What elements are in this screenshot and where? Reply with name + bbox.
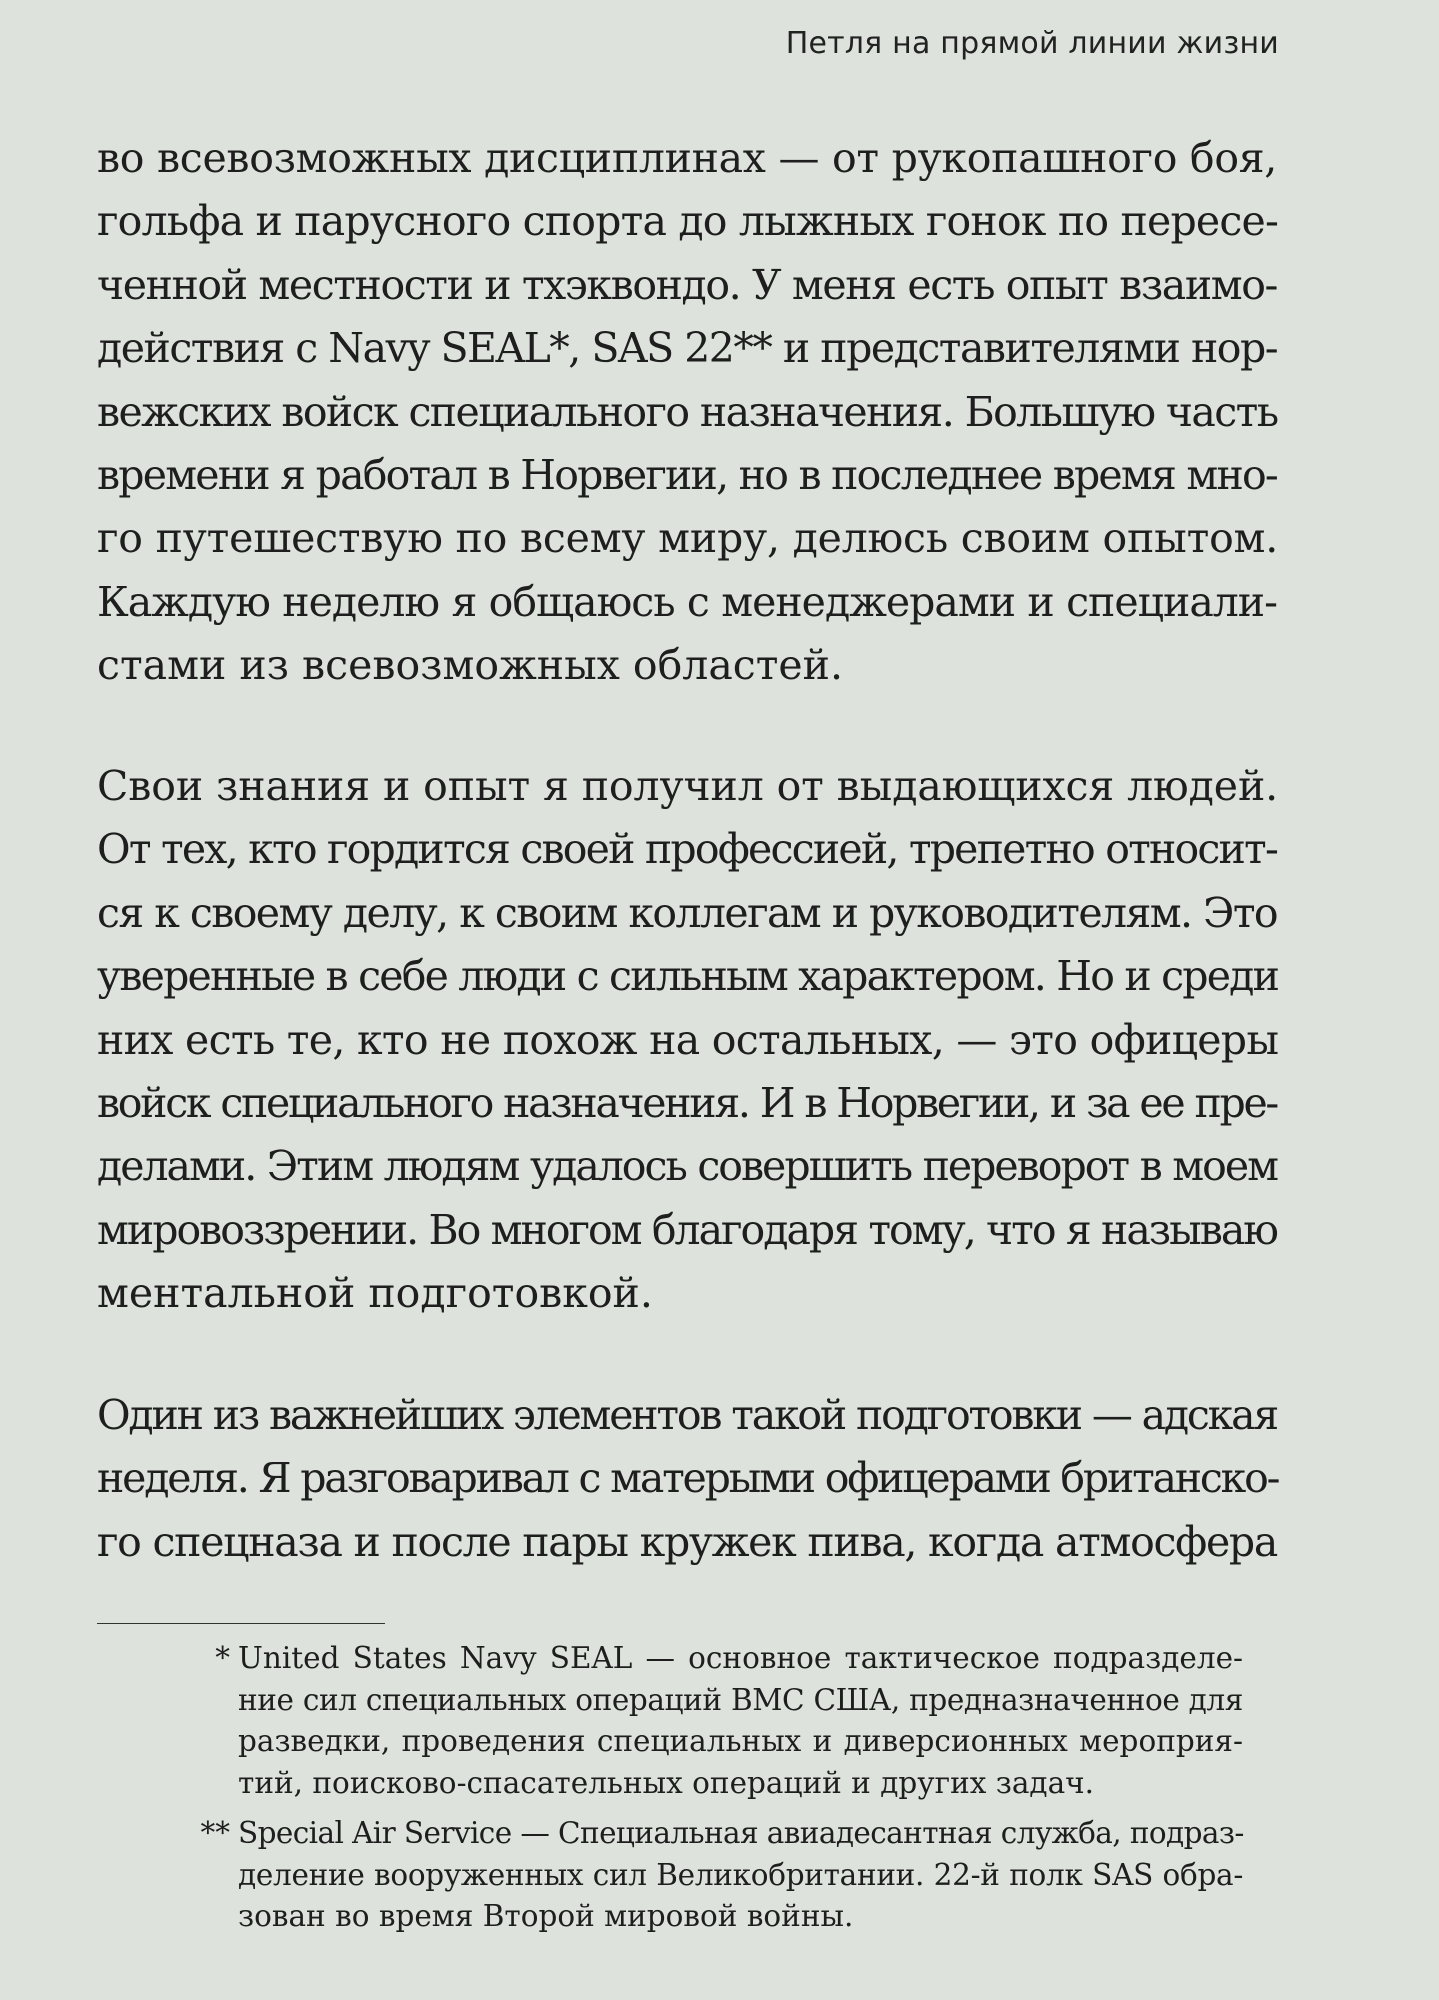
- text-line: вежских войск специального назначения. Большую часть: [97, 387, 1278, 436]
- text-line: Один из важнейших элементов такой подготовки — адская: [97, 1391, 1277, 1439]
- footnote-marker: *: [215, 1641, 230, 1675]
- footnote-text: [238, 1813, 1243, 1938]
- footnote-line: зован во время Второй мировой войны.: [238, 1899, 854, 1933]
- paragraph-3: [97, 1384, 1277, 1574]
- text-line: Каждую неделю я общаюсь с менеджерами и специали-: [97, 577, 1277, 626]
- footnote-line: тий, поисково-спасательных операций и других задач.: [238, 1765, 1095, 1800]
- text-line: во всевозможных дисциплинах — от рукопашного боя,: [97, 134, 1277, 182]
- footnote-line: ние сил специальных операций ВМС США, предназначенное для: [238, 1682, 1243, 1717]
- paragraph-1: [97, 127, 1277, 698]
- text-line: го спецназа и после пары кружек пива, когда атмосфера: [97, 1517, 1277, 1566]
- footnote-text: [238, 1638, 1243, 1804]
- text-line: войск специального назначения. И в Норвегии, и за ее пре-: [97, 1078, 1277, 1127]
- text-line: мировоззрении. Во многом благодаря тому, что я называю: [97, 1205, 1277, 1254]
- text-line: ментальной подготовкой.: [97, 1269, 653, 1318]
- text-line: От тех, кто гордится своей профессией, трепетно относит-: [97, 825, 1277, 874]
- footnote-marker: **: [200, 1816, 230, 1850]
- text-line: действия с Navy SEAL*, SAS 22** и представителями нор-: [97, 324, 1278, 373]
- text-line: уверенные в себе люди с сильным характером. Но и среди: [97, 952, 1279, 1001]
- text-line: них есть те, кто не похож на остальных, — это офицеры: [97, 1015, 1279, 1064]
- paragraph-2: [97, 755, 1277, 1326]
- text-line: Свои знания и опыт я получил от выдающихся людей.: [97, 762, 1279, 810]
- text-line: стами из всевозможных областей.: [97, 641, 844, 690]
- text-line: ченной местности и тхэквондо. У меня есть опыт взаимо-: [97, 260, 1277, 309]
- footnote-line: деление вооруженных сил Великобритании. 22-й полк SAS обра-: [238, 1857, 1243, 1892]
- footnotes: [97, 1638, 1277, 1947]
- running-header: Петля на прямой линии жизни: [785, 26, 1279, 61]
- footnote-2: [97, 1813, 1277, 1938]
- text-line: го путешествую по всему миру, делюсь своим опытом.: [97, 514, 1279, 563]
- text-line: ся к своему делу, к своим коллегам и руководителям. Это: [97, 888, 1277, 937]
- text-line: времени я работал в Норвегии, но в последнее время мно-: [97, 450, 1277, 499]
- text-line: гольфа и парусного спорта до лыжных гонок по пересе-: [97, 197, 1279, 246]
- footnote-1: [97, 1638, 1277, 1804]
- text-line: неделя. Я разговаривал с матерыми офицерами британско-: [97, 1454, 1279, 1503]
- text-line: делами. Этим людям удалось совершить переворот в моем: [97, 1142, 1277, 1191]
- footnote-line: разведки, проведения специальных и диверсионных мероприя-: [238, 1724, 1243, 1758]
- footnote-line: United States Navy SEAL — основное тактическое подразделе-: [238, 1641, 1243, 1675]
- footnote-divider: [97, 1623, 385, 1624]
- footnote-line: Special Air Service — Специальная авиадесантная служба, подраз-: [238, 1816, 1244, 1850]
